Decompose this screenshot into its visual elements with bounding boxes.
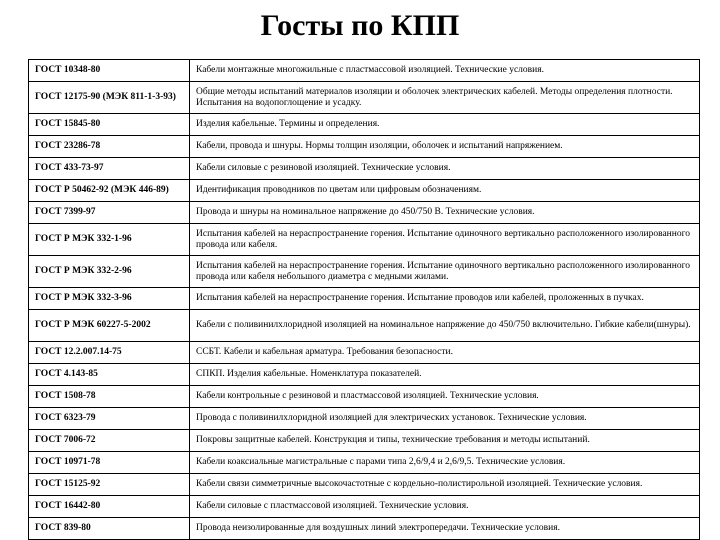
gost-description: Провода неизолированные для воздушных линий электропередачи. Технические условия. [190, 518, 700, 540]
gost-description: Кабели силовые с резиновой изоляцией. Технические условия. [190, 158, 700, 180]
gost-code: ГОСТ 6323-79 [29, 408, 190, 430]
table-row [29, 310, 700, 342]
table-row [29, 364, 700, 386]
gost-description: ССБТ. Кабели и кабельная арматура. Требования безопасности. [190, 342, 700, 364]
table-row [29, 256, 700, 288]
gost-description: Кабели монтажные многожильные с пластмассовой изоляцией. Технические условия. [190, 60, 700, 82]
table-row [29, 114, 700, 136]
gost-code: ГОСТ 10348-80 [29, 60, 190, 82]
gost-description: Покровы защитные кабелей. Конструкция и типы, технические требования и методы испытаний. [190, 430, 700, 452]
table-row [29, 408, 700, 430]
gost-code: ГОСТ 10971-78 [29, 452, 190, 474]
gost-description: Провода с поливинилхлоридной изоляцией для электрических установок. Технические условия. [190, 408, 700, 430]
gost-code: ГОСТ Р МЭК 332-3-96 [29, 288, 190, 310]
gost-code: ГОСТ 15125-92 [29, 474, 190, 496]
gost-code: ГОСТ 12.2.007.14-75 [29, 342, 190, 364]
table-row [29, 430, 700, 452]
gost-code: ГОСТ 7006-72 [29, 430, 190, 452]
gost-table [28, 59, 700, 540]
table-row [29, 60, 700, 82]
table-row [29, 180, 700, 202]
gost-description: Кабели коаксиальные магистральные с парами типа 2,6/9,4 и 2,6/9,5. Технические условия. [190, 452, 700, 474]
gost-description: СПКП. Изделия кабельные. Номенклатура показателей. [190, 364, 700, 386]
gost-description: Провода и шнуры на номинальное напряжение до 450/750 В. Технические условия. [190, 202, 700, 224]
table-row [29, 202, 700, 224]
gost-code: ГОСТ Р МЭК 332-2-96 [29, 256, 190, 288]
gost-code: ГОСТ 23286-78 [29, 136, 190, 158]
table-row [29, 158, 700, 180]
table-row [29, 496, 700, 518]
gost-code: ГОСТ 433-73-97 [29, 158, 190, 180]
table-row [29, 386, 700, 408]
gost-code: ГОСТ 12175-90 (МЭК 811-1-3-93) [29, 82, 190, 114]
gost-description: Идентификация проводников по цветам или цифровым обозначениям. [190, 180, 700, 202]
gost-code: ГОСТ 1508-78 [29, 386, 190, 408]
table-row [29, 224, 700, 256]
table-row [29, 288, 700, 310]
table-row [29, 342, 700, 364]
gost-code: ГОСТ Р МЭК 332-1-96 [29, 224, 190, 256]
gost-description: Кабели контрольные с резиновой и пластмассовой изоляцией. Технические условия. [190, 386, 700, 408]
gost-description: Испытания кабелей на нераспространение горения. Испытание одиночного вертикально расположенного изолированного провода или кабеля. [190, 224, 700, 256]
gost-code: ГОСТ 7399-97 [29, 202, 190, 224]
gost-code: ГОСТ 15845-80 [29, 114, 190, 136]
gost-description: Кабели силовые с пластмассовой изоляцией. Технические условия. [190, 496, 700, 518]
gost-description: Изделия кабельные. Термины и определения. [190, 114, 700, 136]
table-row [29, 452, 700, 474]
page-title: Госты по КПП [260, 9, 460, 42]
table-row [29, 82, 700, 114]
gost-description: Общие методы испытаний материалов изоляции и оболочек электрических кабелей. Методы определения плотности. Испытания на водопоглощение и усадку. [190, 82, 700, 114]
gost-code: ГОСТ Р МЭК 60227-5-2002 [29, 310, 190, 342]
gost-description: Кабели связи симметричные высокочастотные с кордельно-полистирольной изоляцией. Технические условия. [190, 474, 700, 496]
gost-code: ГОСТ 16442-80 [29, 496, 190, 518]
gost-description: Кабели с поливинилхлоридной изоляцией на номинальное напряжение до 450/750 включительно. Гибкие кабели(шнуры). [190, 310, 700, 342]
gost-code: ГОСТ 839-80 [29, 518, 190, 540]
table-row [29, 136, 700, 158]
gost-description: Испытания кабелей на нераспространение горения. Испытание проводов или кабелей, проложенных в пучках. [190, 288, 700, 310]
gost-code: ГОСТ 4.143-85 [29, 364, 190, 386]
gost-code: ГОСТ Р 50462-92 (МЭК 446-89) [29, 180, 190, 202]
table-row [29, 518, 700, 540]
gost-description: Испытания кабелей на нераспространение горения. Испытание одиночного вертикально расположенного изолированного провода или кабеля небольшого диаметра с медными жилами. [190, 256, 700, 288]
table-row [29, 474, 700, 496]
gost-description: Кабели, провода и шнуры. Нормы толщин изоляции, оболочек и испытаний напряжением. [190, 136, 700, 158]
